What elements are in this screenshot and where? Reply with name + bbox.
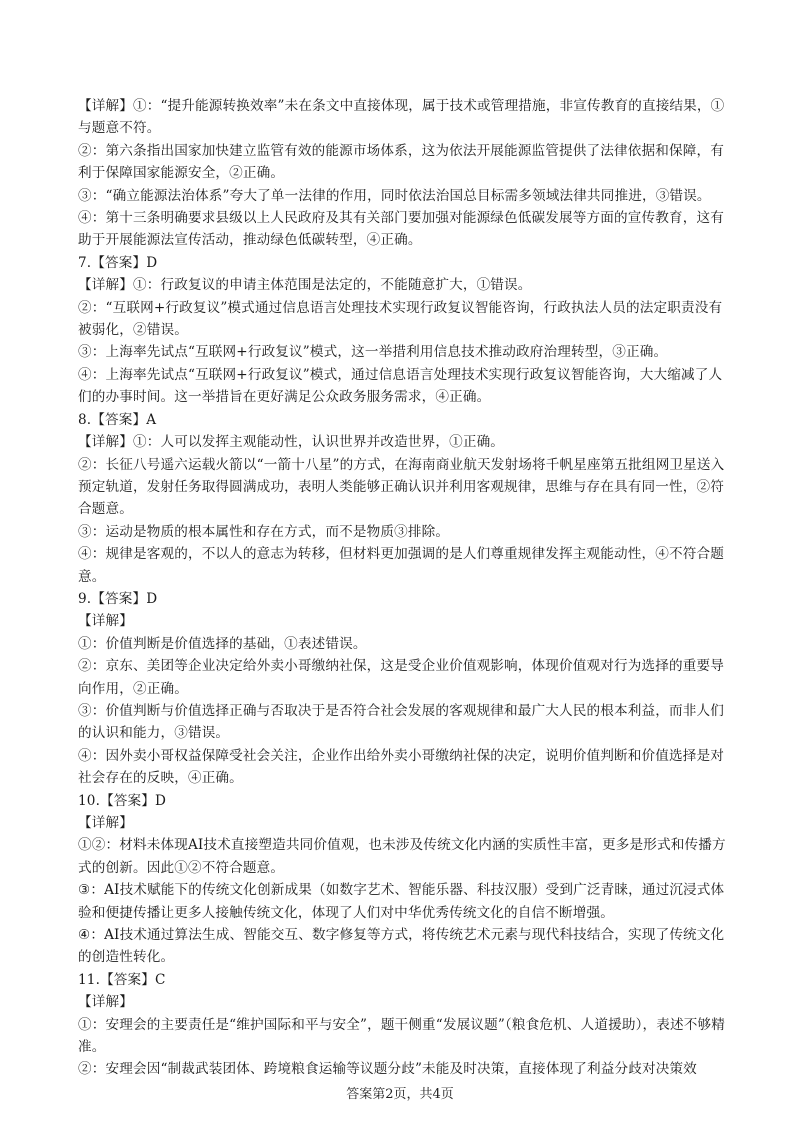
answer-text — [78, 95, 730, 1081]
text-line: ①：价值判断是价值选择的基础，①表述错误。 — [78, 635, 367, 652]
answer-heading: 9.【答案】D — [78, 590, 158, 607]
answer-heading: 7.【答案】D — [78, 254, 158, 271]
answer-heading: 8.【答案】A — [78, 411, 157, 428]
page-footer: 答案第2页，共4页 — [346, 1087, 454, 1102]
text-line: ③：价值判断与价值选择正确与否取决于是否符合社会发展的客观规律和最广大人民的根本利益，而非人们的认识和能力，③错误。 — [78, 702, 724, 742]
text-line: ④：规律是客观的，不以人的意志为转移，但材料更加强调的是人们尊重规律发挥主观能动性，④不符合题意。 — [78, 546, 724, 585]
detail-heading: 【详解】 — [78, 994, 133, 1011]
answer-heading: 11.【答案】C — [78, 971, 166, 988]
text-line: ①：安理会的主要责任是“维护国际和平与安全”，题干侧重“发展议题”（粮食危机、人道援助），表述不够精准。 — [78, 1016, 726, 1056]
text-line: ③：运动是物质的根本属性和存在方式，而不是物质③排除。 — [78, 523, 450, 540]
text-line: ④：因外卖小哥权益保障受社会关注，企业作出给外卖小哥缴纳社保的决定，说明价值判断和价值选择是对社会存在的反映，④正确。 — [78, 747, 724, 787]
text-line: 【详解】①：人可以发挥主观能动性，认识世界并改造世界，①正确。 — [78, 434, 505, 451]
text-line: ③：AI技术赋能下的传统文化创新成果（如数字艺术、智能乐器、科技汉服）受到广泛青睐，通过沉浸式体验和便捷传播让更多人接触传统文化，体现了人们对中华优秀传统文化的自信不断增强。 — [78, 882, 725, 921]
text-line: ②：安理会因“制裁武装团体、跨境粮食运输等议题分歧”未能及时决策，直接体现了利益分歧对决策效 — [78, 1061, 697, 1078]
text-line: ②：长征八号遥六运载火箭以“一箭十八星”的方式，在海南商业航天发射场将千帆星座第五批组网卫星送入预定轨道，发射任务取得圆满成功，表明人类能够正确认识并利用客观规律，思维与存在具有同一性，②符合题意。 — [78, 456, 725, 518]
text-line: ③：上海率先试点“互联网+行政复议”模式，这一举措利用信息技术推动政府治理转型，③正确。 — [78, 344, 668, 361]
text-line: ②：“互联网+行政复议”模式通过信息语言处理技术实现行政复议智能咨询，行政执法人员的法定职责没有被弱化，②错误。 — [78, 299, 723, 339]
text-line: ③：“确立能源法治体系”夸大了单一法律的作用，同时依法治国总目标需多领域法律共同推进，③错误。 — [78, 187, 711, 204]
text-line: ④：上海率先试点“互联网+行政复议”模式，通过信息语言处理技术实现行政复议智能咨询，大大缩减了人们的办事时间。这一举措旨在更好满足公众政务服务需求，④正确。 — [78, 366, 723, 406]
answer-heading: 10.【答案】D — [78, 792, 167, 809]
text-line: ④：第十三条明确要求县级以上人民政府及其有关部门要加强对能源绿色低碳发展等方面的宣传教育，这有助于开展能源法宣传活动，推动绿色低碳转型，④正确。 — [78, 210, 724, 249]
detail-heading: 【详解】 — [78, 613, 133, 630]
text-line: ②：第六条指出国家加快建立监管有效的能源市场体系，这为依法开展能源监管提供了法律依据和保障，有利于保障国家能源安全，②正确。 — [78, 142, 724, 182]
text-line: ①②：材料未体现AI技术直接塑造共同价值观，也未涉及传统文化内涵的实质性丰富，更多是形式和传播方式的创新。因此①②不符合题意。 — [78, 837, 726, 876]
text-line: ④：AI技术通过算法生成、智能交互、数字修复等方式，将传统艺术元素与现代科技结合，实现了传统文化的创造性转化。 — [78, 927, 725, 966]
text-line: 【详解】①：行政复议的申请主体范围是法定的，不能随意扩大，①错误。 — [78, 277, 532, 294]
text-line: 【详解】①：“提升能源转换效率”未在条文中直接体现，属于技术或管理措施，非宣传教育的直接结果，①与题意不符。 — [78, 98, 725, 137]
text-line: ②：京东、美团等企业决定给外卖小哥缴纳社保，这是受企业价值观影响，体现价值观对行为选择的重要导向作用，②正确。 — [78, 658, 724, 697]
detail-heading: 【详解】 — [78, 815, 133, 831]
